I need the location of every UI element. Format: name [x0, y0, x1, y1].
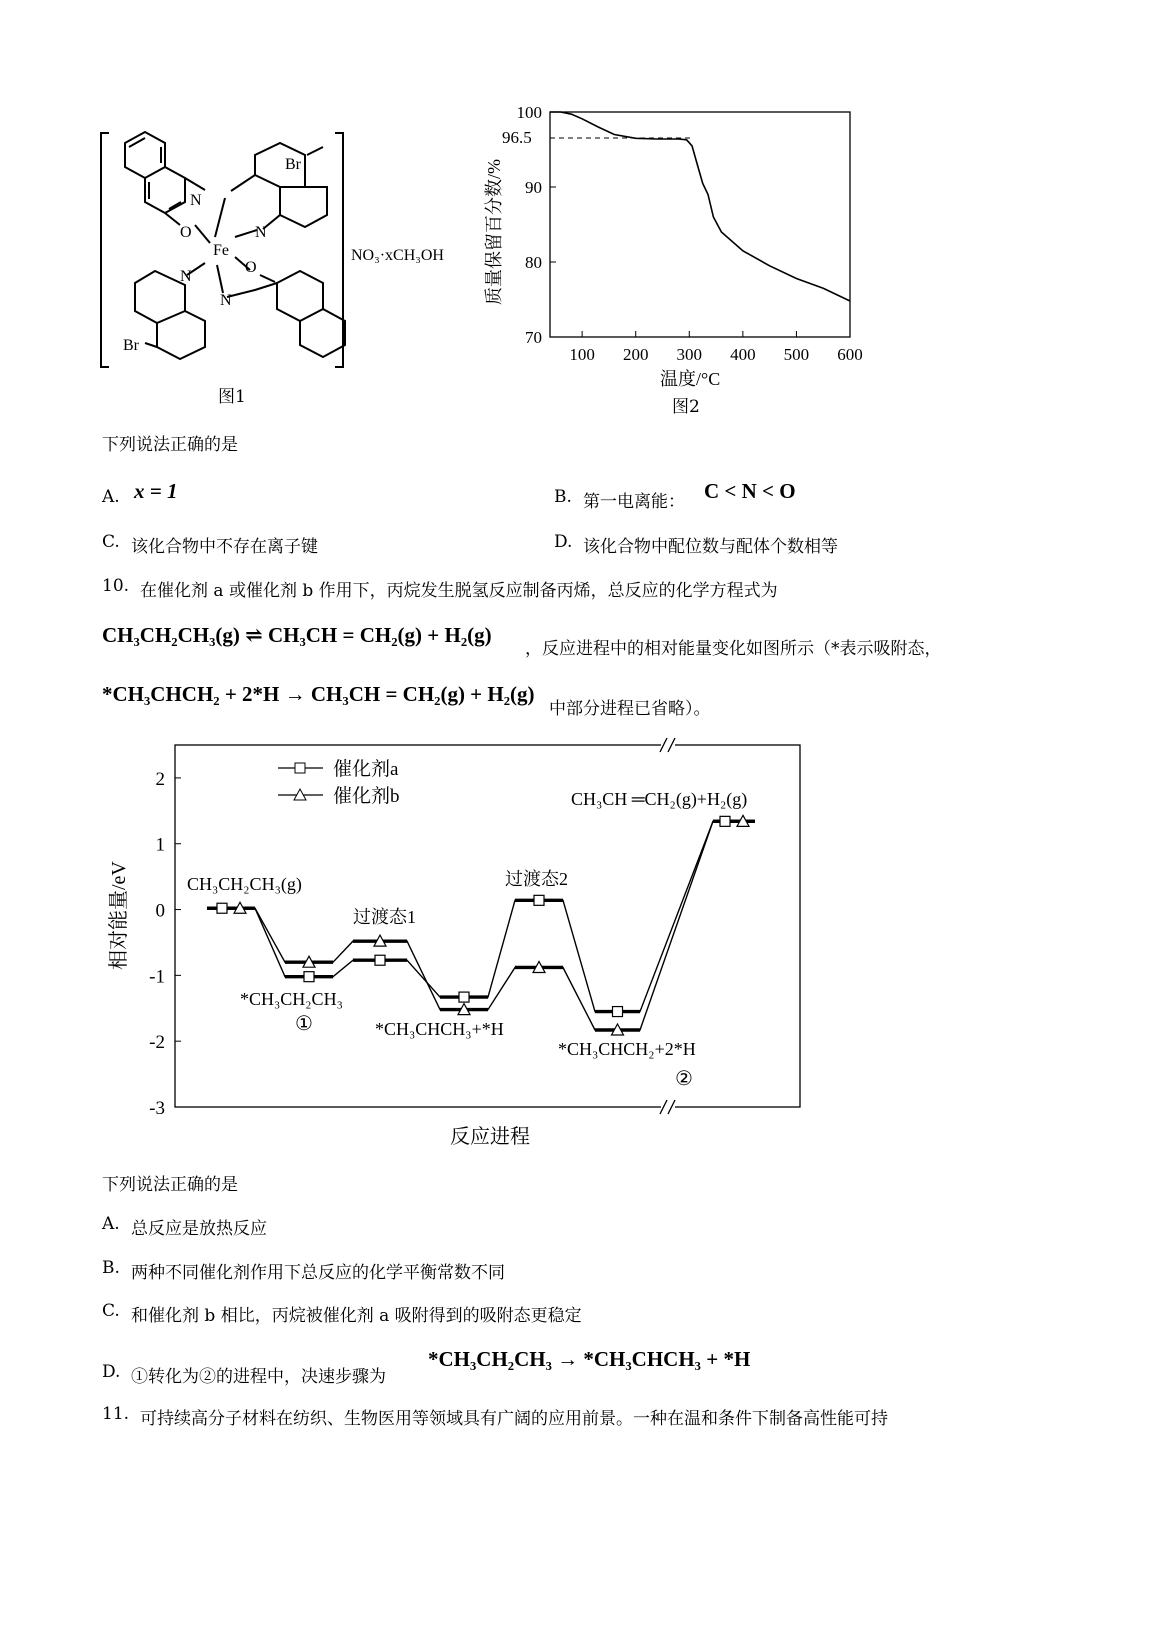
figure2-tga-chart	[480, 95, 880, 395]
legend-catalyst-a: 催化剂a	[333, 759, 399, 780]
o-label-1: O	[180, 224, 192, 241]
energy-ytick-label: -1	[149, 966, 165, 988]
q10-equation2: *CH₃CHCH₂ + 2*H → CH₃CH = CH₂(g) + H₂(g)	[102, 682, 535, 706]
q10-number: 10.	[102, 576, 130, 596]
energy-marker-square	[534, 895, 544, 905]
n-label-4: N	[220, 292, 232, 309]
q11-number: 11.	[102, 1404, 130, 1424]
q10-option-c-text: 和催化剂 b 相比，丙烷被催化剂 a 吸附得到的吸附态更稳定	[131, 1306, 582, 1326]
energy-ylabel: 相对能量/eV	[108, 861, 130, 970]
state-label-ts2: 过渡态2	[505, 869, 568, 889]
tga-reference-label: 96.5	[502, 128, 532, 147]
tga-xtick-label: 500	[783, 345, 810, 364]
q10-line3: 中部分进程已省略）。	[549, 699, 711, 719]
tga-xtick-label: 400	[730, 345, 756, 364]
q10-option-c-letter: C.	[102, 1301, 120, 1321]
tga-xtick-label: 100	[569, 345, 595, 364]
energy-ytick-label: -3	[149, 1098, 165, 1119]
q9-option-c-letter: C.	[102, 532, 120, 552]
energy-ytick-label: 2	[155, 768, 165, 790]
q10-option-d-formula: *CH₃CH₂CH₃ → *CH₃CHCH₃ + *H	[428, 1347, 751, 1371]
q10-option-d-text: ①转化为②的进程中，决速步骤为	[131, 1367, 386, 1387]
q10-line2: ，反应进程中的相对能量变化如图所示（*表示吸附态，	[525, 639, 942, 659]
state-marker-1: ①	[295, 1013, 313, 1035]
figure1-structure	[95, 125, 475, 375]
axis-break-top	[660, 738, 675, 752]
q9-option-b-formula: C < N < O	[704, 479, 796, 503]
tga-xtick-label: 600	[837, 345, 863, 364]
br-top-label: Br	[285, 156, 301, 173]
q10-stem: 下列说法正确的是	[102, 1175, 238, 1195]
state-marker-2: ②	[675, 1068, 693, 1090]
q9-option-d-text: 该化合物中配位数与配体个数相等	[583, 537, 838, 557]
axis-break-bottom	[660, 1100, 675, 1114]
tga-ytick-label: 90	[525, 178, 542, 197]
q9-option-b-letter: B.	[554, 487, 572, 507]
tga-ytick-label: 80	[525, 253, 542, 272]
energy-marker-square	[459, 992, 469, 1002]
state-label-propane-gas: CH₃CH₂CH₃(g)	[187, 874, 302, 894]
q10-option-b-text: 两种不同催化剂作用下总反应的化学平衡常数不同	[131, 1263, 505, 1283]
n-label-2: N	[255, 224, 267, 241]
energy-marker-square	[720, 816, 730, 826]
figure2-caption: 图2	[672, 397, 700, 417]
state-label-intermediate: *CH₃CHCH₃+*H	[375, 1019, 504, 1039]
legend-catalyst-b: 催化剂b	[333, 786, 400, 807]
br-bottom-label: Br	[123, 337, 139, 354]
state-label-ts1: 过渡态1	[353, 907, 416, 927]
state-label-products: CH₃CH ═CH₂(g)+H₂(g)	[571, 789, 748, 809]
figure3-energy-profile	[95, 730, 815, 1150]
tga-plot-frame	[550, 112, 850, 337]
state-label-adsorbed-propane: *CH₃CH₂CH₃	[240, 989, 343, 1009]
energy-marker-square	[217, 903, 227, 913]
tga-ytick-label: 70	[525, 328, 542, 347]
q9-option-a-letter: A.	[102, 487, 120, 507]
q10-line1: 在催化剂 a 或催化剂 b 作用下，丙烷发生脱氢反应制备丙烯，总反应的化学方程式为	[140, 581, 778, 601]
tga-xlabel: 温度/°C	[660, 369, 721, 389]
tga-ytick-label: 100	[516, 103, 542, 122]
energy-marker-square	[375, 955, 385, 965]
n-label-3: N	[180, 268, 192, 285]
q9-option-c-text: 该化合物中不存在离子键	[131, 537, 318, 557]
q9-stem: 下列说法正确的是	[102, 435, 238, 455]
tga-xtick-label: 200	[622, 345, 649, 364]
energy-series-line-0	[207, 821, 755, 1011]
q10-option-b-letter: B.	[102, 1258, 120, 1278]
q10-option-d-letter: D.	[102, 1362, 121, 1382]
q10-option-a-text: 总反应是放热反应	[131, 1219, 267, 1239]
state-label-adsorbed-propene: *CH₃CHCH₂+2*H	[558, 1039, 696, 1059]
n-label-1: N	[190, 192, 202, 209]
o-label-2: O	[245, 259, 257, 276]
energy-ytick-label: 1	[155, 834, 165, 856]
q11-text: 可持续高分子材料在纺织、生物医用等领域具有广阔的应用前景。一种在温和条件下制备高性能可持	[140, 1409, 888, 1429]
tga-ylabel: 质量保留百分数/%	[484, 159, 504, 305]
tga-xtick-label: 300	[676, 345, 703, 364]
tga-curve-series	[550, 112, 850, 301]
energy-ytick-label: -2	[149, 1032, 165, 1054]
q9-option-d-letter: D.	[554, 532, 573, 552]
energy-legend	[278, 758, 400, 807]
counterion-label: NO₃·xCH₃OH	[351, 247, 444, 264]
figure1-caption: 图1	[218, 387, 246, 407]
energy-marker-square	[304, 972, 314, 982]
q9-option-b-text: 第一电离能：	[583, 492, 685, 512]
fe-label: Fe	[213, 242, 229, 259]
energy-xlabel: 反应进程	[450, 1126, 530, 1148]
energy-ytick-label: 0	[155, 900, 165, 922]
q9-option-a-formula: x = 1	[134, 479, 178, 503]
q10-option-a-letter: A.	[102, 1214, 120, 1234]
energy-marker-square	[613, 1007, 623, 1017]
energy-ticks	[149, 769, 181, 1119]
q10-equation1: CH₃CH₂CH₃(g) ⇌ CH₃CH = CH₂(g) + H₂(g)	[102, 623, 492, 647]
